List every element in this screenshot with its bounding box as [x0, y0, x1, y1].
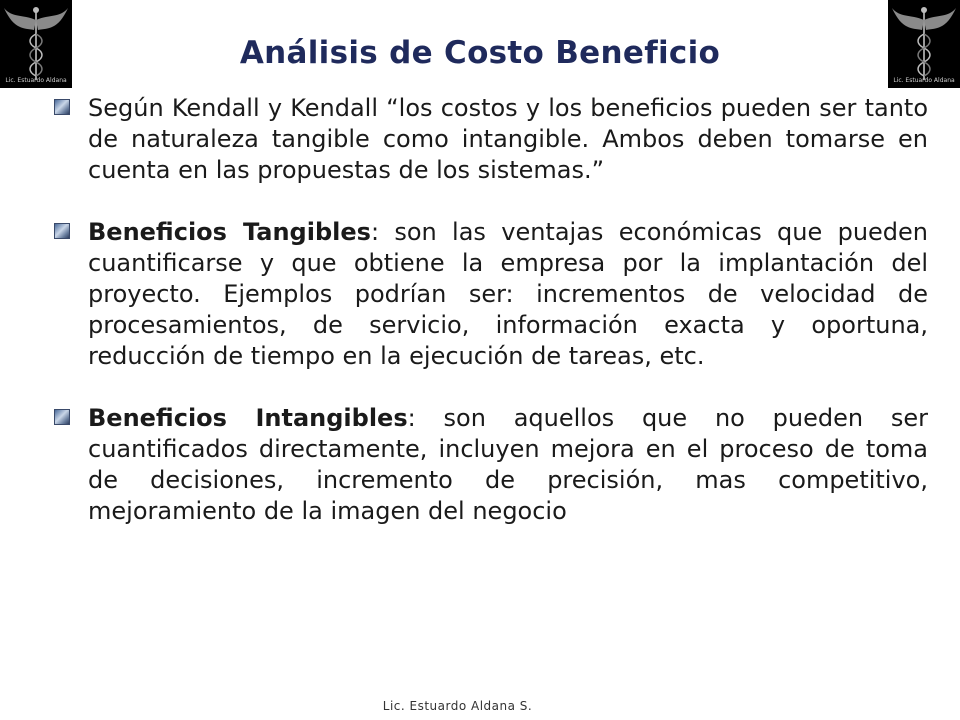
bullet-text: : son aquellos que no pueden ser cuantificados directamente, incluyen mejora en el proceso de toma de decisiones, incremento de precisión, mas competitivo, mejoramiento de la imagen del negocio	[88, 403, 928, 526]
bullet-icon	[54, 99, 70, 115]
bullet-term: Beneficios Tangibles	[88, 217, 371, 246]
bullet-icon	[54, 223, 70, 239]
bullet-paragraph	[40, 217, 928, 373]
slide-body	[40, 93, 928, 557]
bullet-icon	[54, 409, 70, 425]
bullet-text: : son las ventajas económicas que pueden cuantificarse y que obtiene la empresa por la implantación del proyecto. Ejemplos podrían ser: incrementos de velocidad de procesamientos, de servicio, información exacta y oportuna, reducción de tiempo en la ejecución de tareas, etc.	[88, 217, 928, 371]
footer-author: Lic. Estuardo Aldana S.	[382, 699, 533, 713]
logo-caption: Lic. Estuardo Aldana	[5, 77, 67, 84]
bullet-text: Según Kendall y Kendall “los costos y los beneficios pueden ser tanto de naturaleza tangible como intangible. Ambos deben tomarse en cuenta en las propuestas de los sistemas.”	[88, 94, 928, 185]
slide-title: Análisis de Costo Beneficio	[239, 35, 721, 71]
logo-caption: Lic. Estuardo Aldana	[893, 77, 955, 84]
bullet-paragraph	[40, 93, 928, 187]
bullet-paragraph	[40, 403, 928, 528]
bullet-term: Beneficios Intangibles	[88, 403, 408, 432]
